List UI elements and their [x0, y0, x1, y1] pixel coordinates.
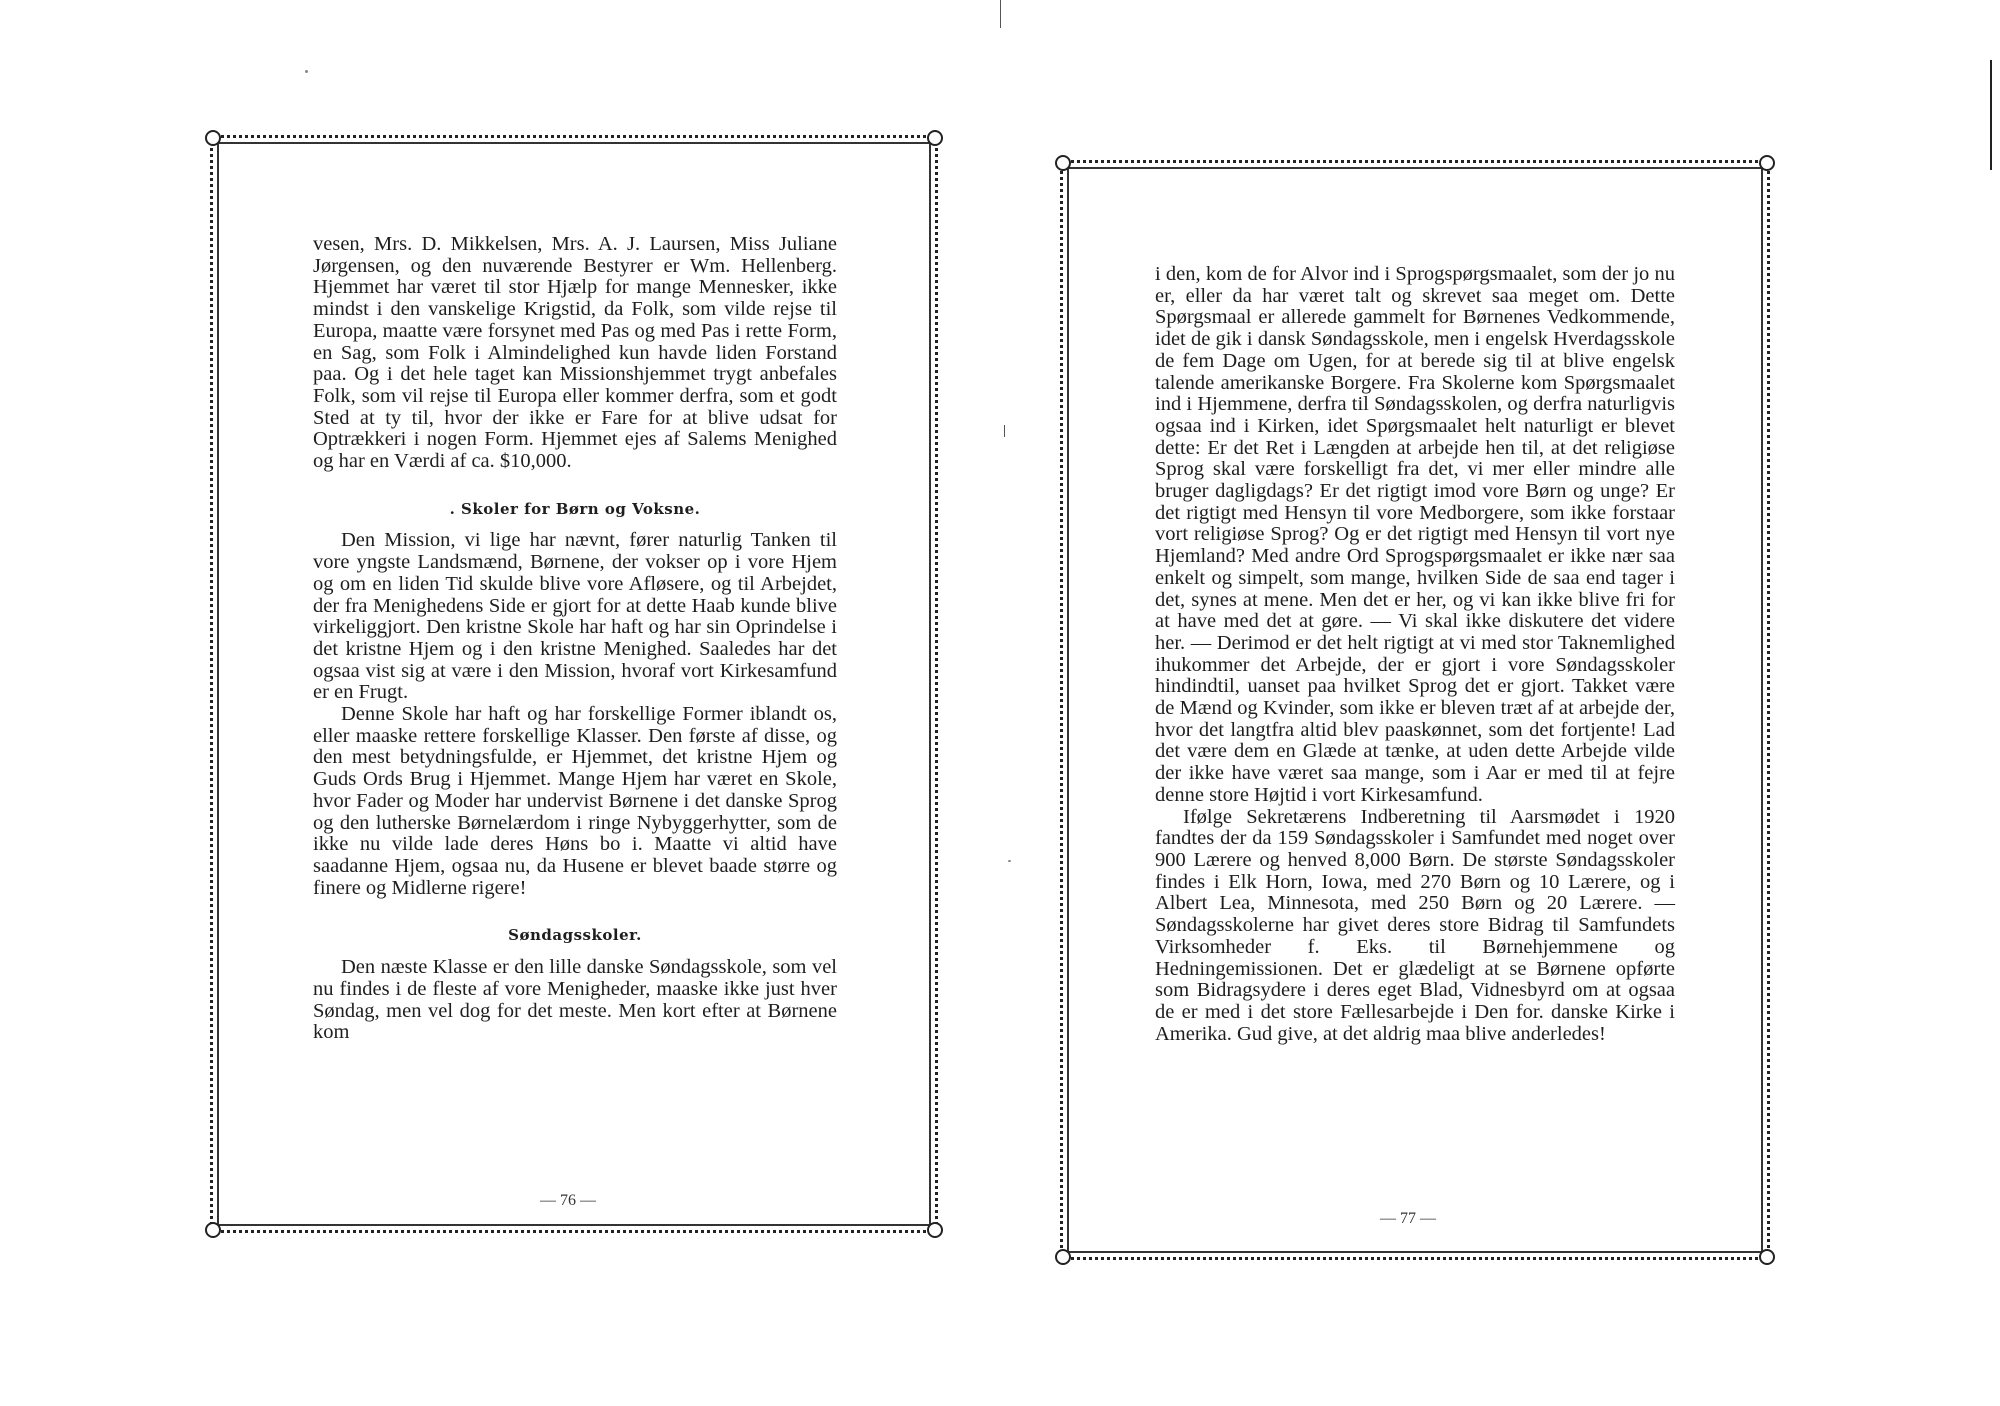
paragraph: i den, kom de for Alvor ind i Sprogspørgsmaalet, som der jo nu er, eller da har været talt og skrevet saa meget om. Dette Spørgsmaal er allerede gammelt for Børnenes Vedkommende, idet de gik i dansk Søndagsskole, men i engelsk Hverdagsskole de fem Dage om Ugen, for at berede sig til at blive engelsk talende amerikanske Borgere. Fra Skolerne kom Spørgsmaalet ind i Hjemmene, derfra til Søndagsskolen, og derfra naturligvis ogsaa ind i Kirken, idet Spørgsmaalet helt naturligt er blevet dette: Er det Ret i Længden at arbejde hen til, at det religiøse Sprog skal være forskelligt fra det, vi mer eller mindre alle bruger dagligdags? Er det rigtigt imod vore Børn og unge? Er det rigtigt med Hensyn til vore Medborgere, som ikke forstaar vort religiøse Sprog? Og er det rigtigt med Hensyn til vort nye Hjemland? Med andre Ord Sprogspørgsmaalet er ikke nær saa enkelt og simpelt, som mange, hvilken Side de saa end tager i det, synes at mene. Men det er her, og vi kan ikke blive fri for at have med det at gøre. — Vi skal ikke diskutere det videre her. — Derimod er det helt rigtigt at vi med stor Taknemlighed ihukommer det Arbejde, der er gjort i vore Søndagsskoler hindindtil, uanset paa hvilket Sprog det er gjort. Takket være de Mænd og Kvinder, som ikke er bleven træt af at arbejde der, hvor det langtfra altid blev paaskønnet, som det fortjente! Lad det være dem en Glæde at tænke, at uden dette Arbejde vilde der ikke have været saa mange, som i Aar er med til at fejre denne store Højtid i vort Kirkesamfund. — [1155, 263, 1675, 806]
section-heading: . Skoler for Børn og Voksne. — [449, 499, 701, 518]
corner-ornament — [927, 1222, 943, 1238]
corner-ornament — [927, 130, 943, 146]
left-page-body — [313, 234, 837, 1044]
corner-ornament — [205, 1222, 221, 1238]
corner-ornament — [205, 130, 221, 146]
paragraph: Den Mission, vi lige har nævnt, fører naturlig Tanken til vore yngste Landsmænd, Børnene, der vokser op i vore Hjem og om en liden Tid skulde blive vore Afløsere, og til Arbejdet, der fra Menighedens Side er gjort for at dette Haab kunde blive virkeliggjort. Den kristne Skole har haft og har sin Oprindelse i det kristne Hjem og i den kristne Menighed. Saaledes har det ogsaa vist sig at være i den Mission, hvoraf vort Kirkesamfund er en Frugt. — [313, 529, 837, 704]
section-heading: Søndagsskoler. — [508, 926, 642, 945]
corner-ornament — [1759, 155, 1775, 171]
spine-line — [1000, 0, 1001, 28]
paragraph: Ifølge Sekretærens Indberetning til Aarsmødet i 1920 fandtes der da 159 Søndagsskoler i Samfundet med noget over 900 Lærere og henved 8,000 Børn. De største Søndagsskoler findes i Elk Horn, Iowa, med 270 Børn og 10 Lærere, og i Albert Lea, Minnesota, med 250 Børn og 20 Lærere. — Søndagsskolerne har givet deres store Bidrag til Samfundets Virksomheder f. Eks. til Børnehjemmene og Hedningemissionen. Det er glædeligt at se Børnene opførte som Bidragsydere i deres eget Blad, Vidnesbyrd om at ogsaa de er med i det store Fællesarbejde i Den for. danske Kirke i Amerika. Gud give, at det aldrig maa blive anderledes! — [1155, 805, 1675, 1045]
page-number: — 76 — — [540, 1192, 596, 1209]
paragraph: vesen, Mrs. D. Mikkelsen, Mrs. A. J. Laursen, Miss Juliane Jørgensen, og den nuværende Bestyrer er Wm. Hellenberg. Hjemmet har været til stor Hjælp for mange Mennesker, ikke mindst i den vanskelige Krigstid, da Folk, som vilde rejse til Europa, maatte være forsynet med Pas og med Pas i rette Form, en Sag, som Folk i Almindelighed kun havde liden Forstand paa. Og i det hele taget kan Missionshjemmet trygt anbefales Folk, som vil rejse til Europa eller kommer derfra, som et godt Sted at ty til, hvor der ikke er Fare for at blive udsat for Optrækkeri i nogen Form. Hjemmet ejes af Salems Menighed og har en Værdi af ca. $10,000. — [313, 233, 837, 473]
paragraph: Denne Skole har haft og har forskellige Former iblandt os, eller maaske rettere forskellige Klasser. Den første af disse, og den mest betydningsfulde, er Hjemmet, det kristne Hjem og Guds Ords Brug i Hjemmet. Mange Hjem har været en Skole, hvor Fader og Moder har undervist Børnene i det danske Sprog og den lutherske Børnelærdom i ringe Nybyggerhytter, som de ikke nu vilde lade deres Høns bo i. Maatte vi altid have saadanne Hjem, ogsaa nu, da Husene er blevet baade større og finere og Midlerne rigere! — [313, 703, 837, 899]
scan-speck — [1008, 860, 1011, 862]
right-page-body — [1155, 264, 1675, 1045]
corner-ornament — [1055, 1249, 1071, 1265]
scan-edge-line — [1990, 60, 1992, 170]
scan-speck — [305, 70, 308, 73]
corner-ornament — [1759, 1249, 1775, 1265]
spine-mark — [1004, 425, 1005, 437]
page-number: — 77 — — [1380, 1210, 1436, 1227]
paragraph: Den næste Klasse er den lille danske Søndagsskole, som vel nu findes i de fleste af vore Menigheder, maaske ikke just hver Søndag, men vel dog for det meste. Men kort efter at Børnene kom — [313, 956, 837, 1044]
corner-ornament — [1055, 155, 1071, 171]
